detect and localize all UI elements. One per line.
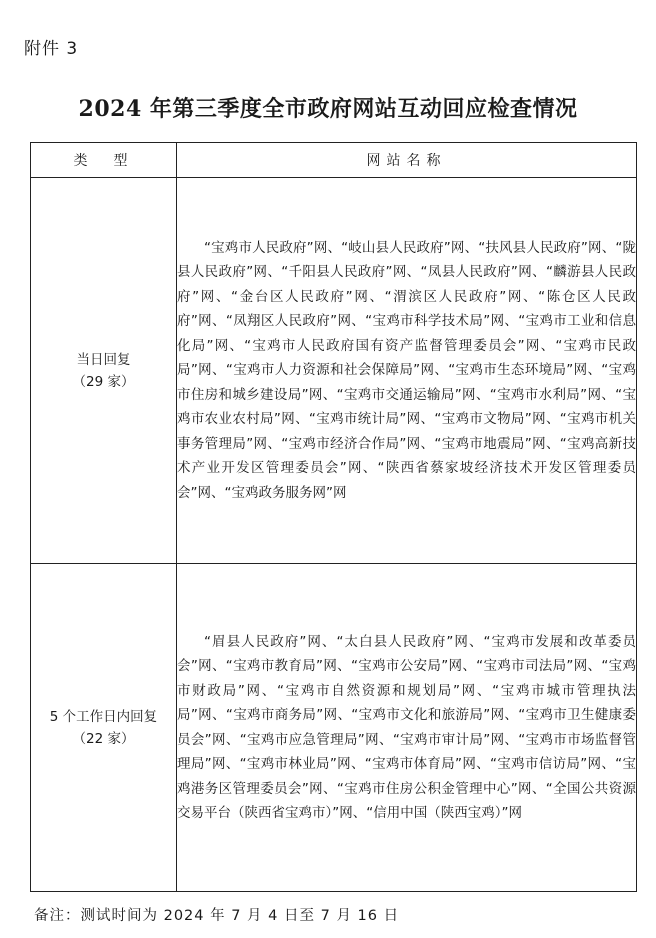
header-type: 类 型 — [31, 143, 177, 178]
type-count: （22 家） — [72, 730, 135, 747]
site-list-same-day: “宝鸡市人民政府”网、“岐山县人民政府”网、“扶风县人民政府”网、“陇县人民政府”网、“千阳县人民政府”网、“凤县人民政府”网、“麟游县人民政府”网、“金台区人民政府”网、“渭滨区人民政府”网、“陈仓区人民政府”网、“凤翔区人民政府”网、“宝鸡市科学技术局”网、“宝鸡市工业和信息化局”网、“宝鸡市人民政府国有资产监督管理委员会”网、“宝鸡市民政局”网、“宝鸡市人力资源和社会保障局”网、“宝鸡市生态环境局”网、“宝鸡市住房和城乡建设局”网、“宝鸡市交通运输局”网、“宝鸡市水利局”网、“宝鸡市农业农村局”网、“宝鸡市统计局”网、“宝鸡市文物局”网、“宝鸡市机关事务管理局”网、“宝鸡市经济合作局”网、“宝鸡市地震局”网、“宝鸡高新技术产业开发区管理委员会”网、“陕西省蔡家坡经济技术开发区管理委员会”网、“宝鸡政务服务网”网 — [177, 178, 637, 564]
document-title: 2024 年第三季度全市政府网站互动回应检查情况 — [78, 96, 578, 122]
site-list-five-days: “眉县人民政府”网、“太白县人民政府”网、“宝鸡市发展和改革委员会”网、“宝鸡市教育局”网、“宝鸡市公安局”网、“宝鸡市司法局”网、“宝鸡市财政局”网、“宝鸡市自然资源和规划局”网、“宝鸡市城市管理执法局”网、“宝鸡市商务局”网、“宝鸡市文化和旅游局”网、“宝鸡市卫生健康委员会”网、“宝鸡市应急管理局”网、“宝鸡市审计局”网、“宝鸡市市场监督管理局”网、“宝鸡市林业局”网、“宝鸡市体育局”网、“宝鸡市信访局”网、“宝鸡港务区管理委员会”网、“宝鸡市住房公积金管理中心”网、“全国公共资源交易平台（陕西省宝鸡市）”网、“信用中国（陕西宝鸡）”网 — [177, 564, 637, 892]
test-period-note: 备注：测试时间为 2024 年 7 月 4 日至 7 月 16 日 — [34, 908, 400, 924]
type-cell-same-day — [31, 178, 177, 564]
attachment-label: 附件 3 — [24, 39, 79, 59]
response-check-table — [30, 142, 637, 892]
type-label: 5 个工作日内回复 — [49, 708, 158, 725]
type-count: （29 家） — [72, 373, 135, 390]
header-site-names: 网站名称 — [177, 143, 637, 178]
type-cell-five-days — [31, 564, 177, 892]
table-row — [31, 178, 637, 564]
table-header-row — [31, 143, 637, 178]
type-label: 当日回复 — [76, 351, 131, 368]
table-row — [31, 564, 637, 892]
